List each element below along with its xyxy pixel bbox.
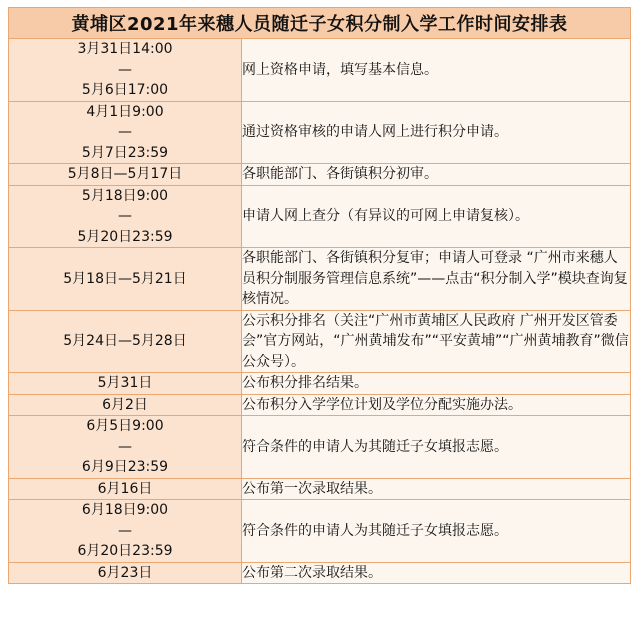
- title-row: [9, 8, 631, 39]
- time-line: —: [118, 438, 132, 455]
- time-line: 6月23日: [97, 564, 153, 581]
- time-line: 5月8日—5月17日: [67, 166, 183, 182]
- time-line: 5月20日23:59: [77, 228, 173, 245]
- time-line: 5月24日—5月28日: [63, 333, 187, 349]
- time-line: 6月2日: [102, 396, 148, 413]
- table-row: [9, 248, 631, 311]
- time-cell: [9, 394, 242, 416]
- time-line: 5月31日: [97, 375, 153, 391]
- description-cell: 申请人网上查分（有异议的可网上申请复核）。: [242, 185, 631, 248]
- table-row: [9, 478, 631, 500]
- time-line: —: [118, 61, 132, 78]
- description-cell: 公布积分入学学位计划及学位分配实施办法。: [242, 394, 631, 416]
- table-row: [9, 394, 631, 416]
- time-line: 6月18日9:00: [81, 502, 169, 518]
- description-cell: 通过资格审核的申请人网上进行积分申请。: [242, 101, 631, 164]
- table-row: [9, 310, 631, 373]
- table-row: [9, 164, 631, 186]
- schedule-rows: [9, 39, 631, 584]
- time-cell: [9, 478, 242, 500]
- table-row: [9, 416, 631, 479]
- table-row: [9, 562, 631, 584]
- time-line: 5月18日9:00: [81, 187, 169, 204]
- time-line: —: [118, 208, 132, 224]
- time-cell: [9, 164, 242, 186]
- time-cell: [9, 310, 242, 373]
- description-cell: 公布第一次录取结果。: [242, 478, 631, 500]
- time-line: 3月31日14:00: [77, 41, 173, 57]
- description-cell: 各职能部门、各街镇积分复审；申请人可登录 “广州市来穗人员积分制服务管理信息系统”——点击“积分制入学”模块查询复核情况。: [242, 248, 631, 311]
- time-cell: [9, 500, 242, 563]
- time-cell: [9, 373, 242, 395]
- table-row: [9, 185, 631, 248]
- table-row: [9, 101, 631, 164]
- time-cell: [9, 248, 242, 311]
- time-line: 6月5日9:00: [86, 418, 164, 434]
- table-title: 黄埔区2021年来穗人员随迁子女积分制入学工作时间安排表: [9, 8, 631, 39]
- time-cell: [9, 101, 242, 164]
- time-line: —: [118, 124, 132, 140]
- schedule-table: [8, 7, 631, 584]
- time-line: 5月7日23:59: [81, 144, 169, 161]
- time-line: 6月20日23:59: [77, 543, 173, 559]
- table-row: [9, 39, 631, 102]
- description-cell: 网上资格申请，填写基本信息。: [242, 39, 631, 102]
- schedule-document: [8, 7, 630, 584]
- time-line: 6月9日23:59: [81, 459, 169, 475]
- description-cell: 符合条件的申请人为其随迁子女填报志愿。: [242, 416, 631, 479]
- description-cell: 公布积分排名结果。: [242, 373, 631, 395]
- description-cell: 符合条件的申请人为其随迁子女填报志愿。: [242, 500, 631, 563]
- description-cell: 各职能部门、各街镇积分初审。: [242, 164, 631, 186]
- time-line: 4月1日9:00: [86, 103, 164, 120]
- table-row: [9, 500, 631, 563]
- description-cell: 公布第二次录取结果。: [242, 562, 631, 584]
- description-cell: 公示积分排名（关注“广州市黄埔区人民政府 广州开发区管委会”官方网站，“广州黄埔发布”“平安黄埔”“广州黄埔教育”微信公众号）。: [242, 310, 631, 373]
- time-cell: [9, 562, 242, 584]
- time-cell: [9, 185, 242, 248]
- time-cell: [9, 416, 242, 479]
- time-line: 6月16日: [97, 480, 153, 497]
- time-line: —: [118, 522, 132, 539]
- time-line: 5月18日—5月21日: [63, 270, 187, 287]
- time-cell: [9, 39, 242, 102]
- time-line: 5月6日17:00: [81, 82, 169, 98]
- table-row: [9, 373, 631, 395]
